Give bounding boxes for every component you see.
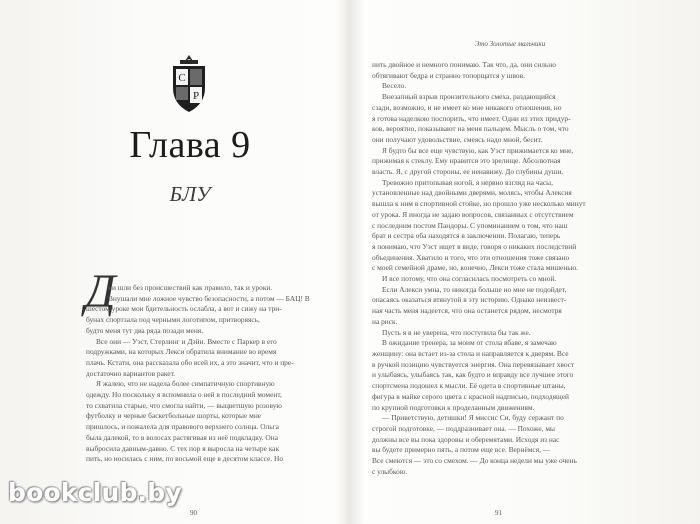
page-number-right: 91 <box>495 509 502 517</box>
text-line: ни шли без происшествий как правило, так и уроки. <box>108 283 273 292</box>
text-line: вышла к ним в спортивной стойке, но прошло уже несколько минут <box>372 199 586 209</box>
text-line: шестом уроке мои бдительность ослабла, а вот и сижу на три- <box>86 304 282 314</box>
right-page-body <box>372 60 612 477</box>
text-line: по крупной подготовки к проделанным движениям. <box>372 402 535 412</box>
text-line: на риск. <box>372 316 398 326</box>
text-line: с моей семейной драме, но, конечно, Лекси тоже стала мишенью. <box>372 263 579 273</box>
text-line: строгой подготовке, — поддразнивает она. — Похоже, мы <box>372 423 555 433</box>
text-line: они получают удовольствие, смеясь надо мной, бесит. <box>372 134 543 144</box>
text-line: футболку и черные баскетбольные шорты, которые мне <box>86 411 262 421</box>
text-line: Пусть я в не уверена, что поступила бы так же. <box>382 327 531 337</box>
text-line: Если Алекси умна, то никогда больше но мне не подойдет, <box>382 284 567 294</box>
text-line: пить, но носилась с ним, по восьмой еще в десятом классе. Но <box>86 454 284 464</box>
text-line: с улыбкою. <box>372 466 408 476</box>
watermark-text: bookclub.by <box>8 478 182 507</box>
text-line: фигура в майке серого цвета с красной надписью, подходящей <box>372 391 569 401</box>
text-line: брат и сестра оба находятся в заключении. Полагаю, теперь <box>372 231 561 241</box>
text-line: плачь. Кстати, она рассказала обо всей их, а это значит, что и пре- <box>86 357 294 367</box>
text-line: спортсмена подошел к мысли. Её одета в спортивные штаны, <box>372 381 566 391</box>
running-head: Это Золотые мальчики <box>474 40 546 48</box>
chapter-subtitle: БЛУ <box>169 182 211 206</box>
text-line: Я жалею, что не надела более симпатичную спортивную <box>96 379 275 389</box>
text-line: установленные над двойными дверями, молясь, чтобы Алексия <box>372 188 572 198</box>
chapter-title: Глава 9 <box>129 124 251 166</box>
text-line: вы будете примерно пять, а потом еще все. Вернёмся, — <box>372 445 551 455</box>
text-line: Все они — Уэст, Стерлинг и Дэйн. Вместе с Паркер в его <box>96 336 277 346</box>
text-line: одежду. Но поскольку я вспомнила о ней в последний момент, <box>86 390 282 400</box>
text-line: обтягивают бедра и странно топорщатся у швов. <box>372 70 525 80</box>
text-line: будто меня тут два ряда позади меня. <box>86 325 204 335</box>
text-line: объединения. Хватило и того, что эти отношения тоже связано <box>372 252 570 262</box>
text-line: подружками, на которых Лекси обратила внимание во время <box>86 347 277 357</box>
drop-cap: Д <box>85 265 116 318</box>
text-line: Все смеются — это со смехом. — До конца недели мы уже очень <box>372 456 577 466</box>
text-line: сзади, возможно, и не имеет ко мне никакого отношения, но <box>372 102 562 112</box>
text-line: женщину: она встает из-за стола и направляется к дверям. Все <box>372 348 569 358</box>
text-line: и улыбаясь, улыбаясь так, как будто и вправду все лучшее этого <box>372 370 574 380</box>
text-line: я готова наделкою поспорить, что имеет. Одни из этих придур- <box>372 113 571 123</box>
text-line: выбросила давным-давно. С тех пор я выросла на четыре как <box>86 443 280 453</box>
left-page-body <box>86 283 318 465</box>
text-line: опасаясь оказаться втянутой в эту историю. Однако неизвест- <box>372 295 567 305</box>
text-line: пришлось, и пожалела для правового верхнего солнца. Ольга <box>86 422 279 432</box>
page-number-left: 90 <box>190 509 197 517</box>
text-line: Весело. <box>382 81 407 91</box>
crest-emblem <box>168 54 210 114</box>
crest-letter-c: С <box>178 72 186 84</box>
crest-letter-r: Р <box>192 90 200 102</box>
text-line: ная часть меня надеется, что она останется рядом, несмотря <box>372 306 562 316</box>
text-line: с последним постом Пандоры. С упоминанием о том, что наш <box>372 220 568 230</box>
text-line: прижимая к стеклу. Ему нравится это зрелище. Абсолютная <box>372 156 561 166</box>
text-line: в ручкой позицию чувствуется энергия. Она перевязывает хвост <box>372 359 575 369</box>
text-line: Внезапный взрыв пронзительного смеха, раздающийся <box>382 92 556 102</box>
text-line: достаточно вариантов ракет. <box>86 368 176 378</box>
text-line: Внушали мне ложное чувство безопасности, а потом — БАЦ! В <box>108 293 310 303</box>
text-line: И все потому, что она согласилась посмотреть со мной. <box>382 274 557 284</box>
text-line: была далекой, то в волосах растягивая из неё подкладку. Она <box>86 432 278 442</box>
text-line: власть. Я, с другой стороны, ее ненавижу. До глубины души. <box>372 167 564 177</box>
text-line: В ожидание тренера, за моим от стола вбаве, я замечаю <box>382 338 557 348</box>
text-line: — Приветствую, детишки! Я миссис Си, буду сержант по <box>382 413 564 423</box>
text-line: Тревожно притопывая ногой, я нервно взгляд на часы, <box>382 177 553 187</box>
text-line: то схватила старые, что смогла найти, — выцветшую розовую <box>86 400 282 410</box>
text-line: должны все вы пока здоровы и оберемятами. Исходя из нас <box>372 434 560 444</box>
text-line: ков, вероятно, показывают на меня пальцем. Мысль о том, что <box>372 124 569 134</box>
text-line: нить двойное и немного понимаю. Так что, да, они сильно <box>372 60 556 69</box>
text-line: от урока. Я иногда не задаю вопросов, связанных с отсутствием <box>372 209 574 219</box>
text-line: я понимаю, что Уэст ищет в виде, говоря о никаких последствий <box>372 241 577 251</box>
text-line: Я будто бы все еще чувствую, как Уэст прижимается ко мне, <box>382 145 574 155</box>
text-line: бунах спортзала под черными логотипом, притворяясь, <box>86 315 260 325</box>
